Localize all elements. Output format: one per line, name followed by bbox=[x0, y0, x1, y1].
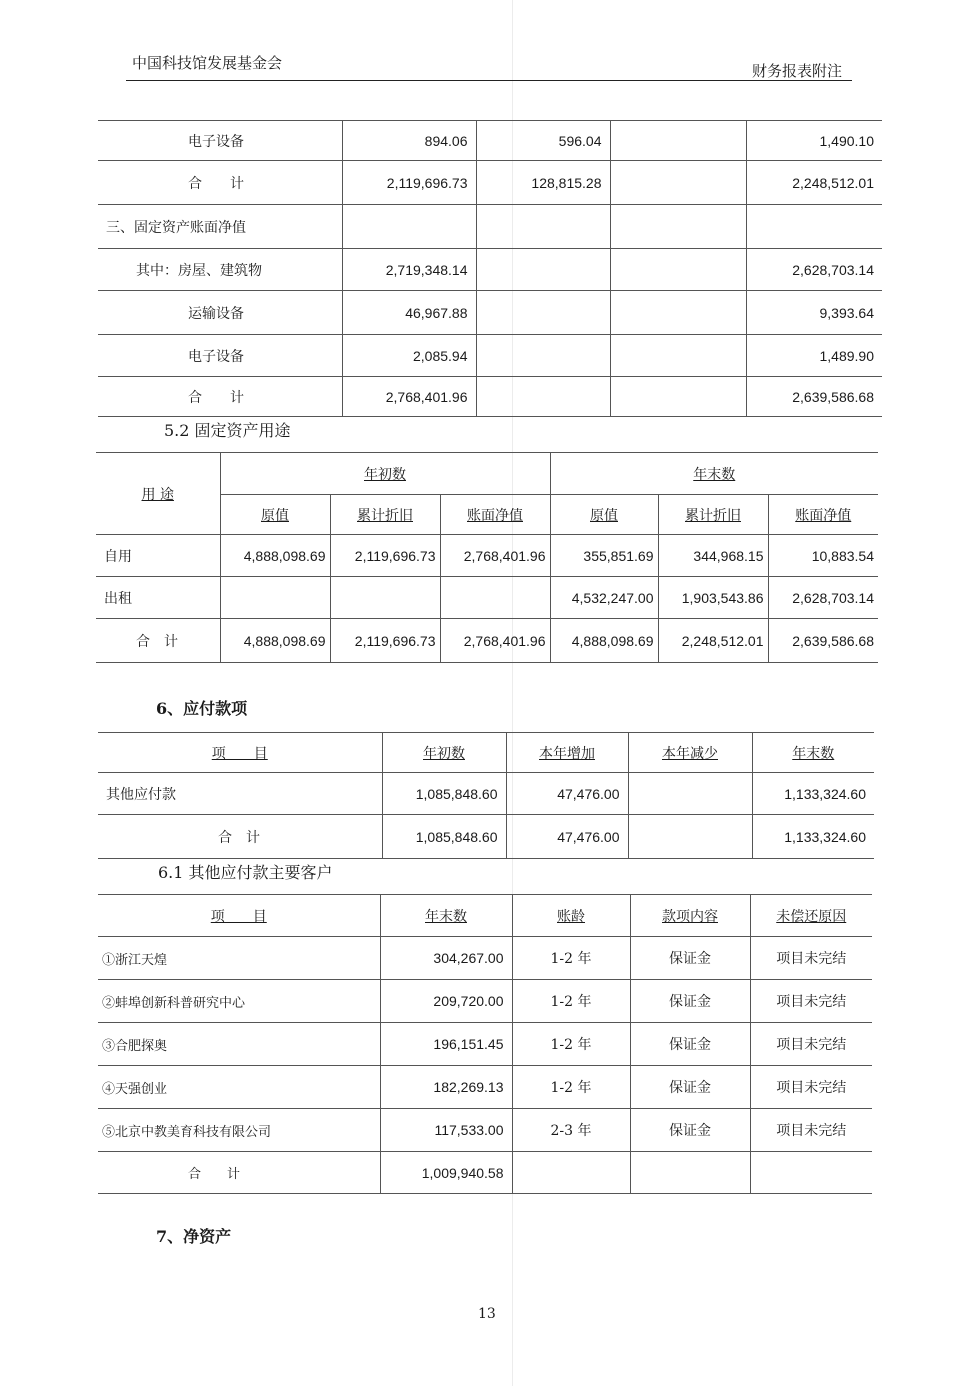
subcolumn-header: 累计折旧 bbox=[658, 495, 768, 535]
row-label: ②蚌埠创新科普研究中心 bbox=[98, 980, 380, 1023]
value-cell bbox=[342, 205, 476, 249]
row-label: ③合肥探奥 bbox=[98, 1023, 380, 1066]
value-cell bbox=[750, 1152, 872, 1194]
header-org: 中国科技馆发展基金会 bbox=[132, 54, 283, 72]
row-label: ①浙江天煌 bbox=[98, 937, 380, 980]
column-header: 本年减少 bbox=[628, 733, 752, 773]
table-row bbox=[98, 773, 874, 815]
value-cell bbox=[628, 815, 752, 859]
table-row bbox=[98, 335, 882, 377]
table-row bbox=[98, 1109, 872, 1152]
value-cell: 1-2 年 bbox=[512, 1023, 630, 1066]
column-header: 年初数 bbox=[382, 733, 506, 773]
value-cell: 182,269.13 bbox=[380, 1066, 512, 1109]
header-doc-title: 财务报表附注 bbox=[752, 62, 843, 80]
value-cell: 2,768,401.96 bbox=[440, 535, 550, 577]
table-row bbox=[98, 161, 882, 205]
value-cell bbox=[476, 291, 610, 335]
column-header: 未偿还原因 bbox=[750, 895, 872, 937]
value-cell bbox=[610, 249, 746, 291]
value-cell: 2,085.94 bbox=[342, 335, 476, 377]
value-cell bbox=[476, 335, 610, 377]
column-header: 款项内容 bbox=[630, 895, 750, 937]
usage-header: 用 途 bbox=[96, 453, 220, 535]
payables-customers-table bbox=[98, 894, 872, 1194]
value-cell: 项目未完结 bbox=[750, 980, 872, 1023]
row-label: 出租 bbox=[96, 577, 220, 619]
header-rule bbox=[126, 80, 852, 81]
value-cell: 2-3 年 bbox=[512, 1109, 630, 1152]
subcolumn-header: 累计折旧 bbox=[330, 495, 440, 535]
value-cell: 1,085,848.60 bbox=[382, 773, 506, 815]
table-row bbox=[98, 1066, 872, 1109]
value-cell: 47,476.00 bbox=[506, 773, 628, 815]
row-label: 其他应付款 bbox=[98, 773, 382, 815]
value-cell bbox=[610, 335, 746, 377]
row-label: 电子设备 bbox=[98, 121, 342, 161]
subcolumn-header: 原值 bbox=[220, 495, 330, 535]
value-cell: 2,768,401.96 bbox=[342, 377, 476, 417]
value-cell bbox=[330, 577, 440, 619]
table-row bbox=[96, 577, 878, 619]
value-cell bbox=[628, 773, 752, 815]
value-cell bbox=[220, 577, 330, 619]
value-cell: 1-2 年 bbox=[512, 937, 630, 980]
table-row bbox=[98, 1023, 872, 1066]
value-cell bbox=[610, 121, 746, 161]
table-row bbox=[98, 1152, 872, 1194]
section-5-2-title: 5.2 固定资产用途 bbox=[164, 421, 291, 440]
value-cell: 355,851.69 bbox=[550, 535, 658, 577]
column-header: 年末数 bbox=[380, 895, 512, 937]
value-cell: 10,883.54 bbox=[768, 535, 878, 577]
table-header-row bbox=[98, 895, 872, 937]
row-label: 合 计 bbox=[98, 377, 342, 417]
value-cell: 46,967.88 bbox=[342, 291, 476, 335]
value-cell: 1,085,848.60 bbox=[382, 815, 506, 859]
value-cell: 保证金 bbox=[630, 1066, 750, 1109]
value-cell: 2,768,401.96 bbox=[440, 619, 550, 663]
value-cell: 344,968.15 bbox=[658, 535, 768, 577]
value-cell: 1,133,324.60 bbox=[752, 773, 874, 815]
value-cell: 项目未完结 bbox=[750, 1023, 872, 1066]
section-6-1-title: 6.1 其他应付款主要客户 bbox=[158, 863, 333, 882]
section-6-title: 6、应付款项 bbox=[156, 699, 248, 718]
value-cell bbox=[610, 377, 746, 417]
value-cell: 1,490.10 bbox=[746, 121, 882, 161]
value-cell: 1,009,940.58 bbox=[380, 1152, 512, 1194]
value-cell: 304,267.00 bbox=[380, 937, 512, 980]
value-cell: 2,628,703.14 bbox=[746, 249, 882, 291]
column-header: 本年增加 bbox=[506, 733, 628, 773]
value-cell: 4,888,098.69 bbox=[550, 619, 658, 663]
fixed-assets-table bbox=[98, 120, 882, 417]
value-cell: 209,720.00 bbox=[380, 980, 512, 1023]
subcolumn-header: 账面净值 bbox=[440, 495, 550, 535]
row-label: 合 计 bbox=[98, 1152, 380, 1194]
table-row bbox=[96, 619, 878, 663]
value-cell bbox=[630, 1152, 750, 1194]
column-header: 账龄 bbox=[512, 895, 630, 937]
value-cell: 4,888,098.69 bbox=[220, 619, 330, 663]
column-header: 项 目 bbox=[98, 895, 380, 937]
value-cell: 2,719,348.14 bbox=[342, 249, 476, 291]
value-cell: 128,815.28 bbox=[476, 161, 610, 205]
table-row bbox=[98, 980, 872, 1023]
table-row bbox=[98, 937, 872, 980]
row-label: 运输设备 bbox=[98, 291, 342, 335]
table-row bbox=[98, 249, 882, 291]
value-cell bbox=[610, 205, 746, 249]
value-cell: 1-2 年 bbox=[512, 1066, 630, 1109]
value-cell: 项目未完结 bbox=[750, 1109, 872, 1152]
value-cell: 保证金 bbox=[630, 1109, 750, 1152]
value-cell: 保证金 bbox=[630, 980, 750, 1023]
value-cell: 47,476.00 bbox=[506, 815, 628, 859]
table-row bbox=[98, 815, 874, 859]
value-cell bbox=[512, 1152, 630, 1194]
value-cell: 196,151.45 bbox=[380, 1023, 512, 1066]
value-cell bbox=[610, 291, 746, 335]
page-number: 13 bbox=[478, 1306, 496, 1322]
table-header-row bbox=[98, 733, 874, 773]
row-label: ⑤北京中教美育科技有限公司 bbox=[98, 1109, 380, 1152]
value-cell bbox=[476, 377, 610, 417]
value-cell: 2,119,696.73 bbox=[330, 535, 440, 577]
value-cell bbox=[746, 205, 882, 249]
row-label: 自用 bbox=[96, 535, 220, 577]
value-cell bbox=[440, 577, 550, 619]
table-row bbox=[98, 121, 882, 161]
column-header: 年末数 bbox=[752, 733, 874, 773]
value-cell: 2,628,703.14 bbox=[768, 577, 878, 619]
subcolumn-header: 账面净值 bbox=[768, 495, 878, 535]
value-cell bbox=[610, 161, 746, 205]
value-cell: 117,533.00 bbox=[380, 1109, 512, 1152]
row-label: 三、固定资产账面净值 bbox=[98, 205, 342, 249]
group-end-header: 年末数 bbox=[550, 453, 878, 495]
column-header: 项 目 bbox=[98, 733, 382, 773]
value-cell: 596.04 bbox=[476, 121, 610, 161]
value-cell: 1,489.90 bbox=[746, 335, 882, 377]
table-row bbox=[96, 535, 878, 577]
row-label: 合 计 bbox=[96, 619, 220, 663]
row-label: 其中：房屋、建筑物 bbox=[98, 249, 342, 291]
fixed-assets-usage-table bbox=[96, 452, 878, 663]
value-cell: 1-2 年 bbox=[512, 980, 630, 1023]
table-row bbox=[98, 377, 882, 417]
value-cell: 保证金 bbox=[630, 1023, 750, 1066]
value-cell: 1,133,324.60 bbox=[752, 815, 874, 859]
row-label: ④天强创业 bbox=[98, 1066, 380, 1109]
value-cell bbox=[476, 205, 610, 249]
value-cell: 1,903,543.86 bbox=[658, 577, 768, 619]
value-cell: 9,393.64 bbox=[746, 291, 882, 335]
value-cell: 4,888,098.69 bbox=[220, 535, 330, 577]
value-cell: 2,119,696.73 bbox=[330, 619, 440, 663]
value-cell: 项目未完结 bbox=[750, 1066, 872, 1109]
value-cell bbox=[476, 249, 610, 291]
value-cell: 4,532,247.00 bbox=[550, 577, 658, 619]
value-cell: 2,639,586.68 bbox=[746, 377, 882, 417]
value-cell: 2,639,586.68 bbox=[768, 619, 878, 663]
subcolumn-header: 原值 bbox=[550, 495, 658, 535]
payables-table bbox=[98, 732, 874, 859]
row-label: 合 计 bbox=[98, 161, 342, 205]
value-cell: 2,248,512.01 bbox=[658, 619, 768, 663]
row-label: 电子设备 bbox=[98, 335, 342, 377]
value-cell: 保证金 bbox=[630, 937, 750, 980]
table-row bbox=[98, 205, 882, 249]
value-cell: 项目未完结 bbox=[750, 937, 872, 980]
table-row bbox=[98, 291, 882, 335]
value-cell: 2,248,512.01 bbox=[746, 161, 882, 205]
section-7-title: 7、净资产 bbox=[156, 1227, 232, 1246]
row-label: 合 计 bbox=[98, 815, 382, 859]
value-cell: 2,119,696.73 bbox=[342, 161, 476, 205]
value-cell: 894.06 bbox=[342, 121, 476, 161]
group-begin-header: 年初数 bbox=[220, 453, 550, 495]
